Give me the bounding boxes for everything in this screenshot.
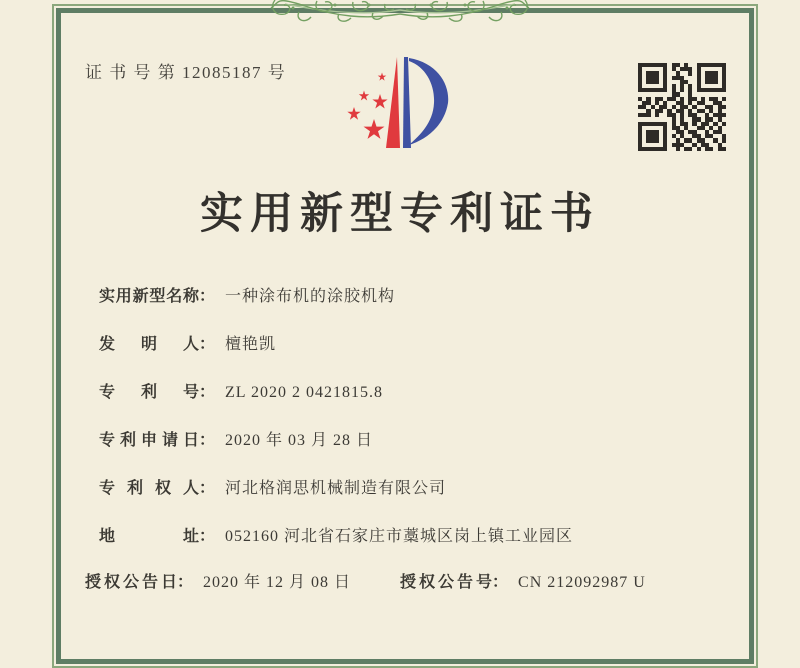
field-value: 一种涂布机的涂胶机构: [225, 288, 396, 305]
field-label: 授权公告号: [400, 574, 492, 591]
field-colon: ：: [199, 288, 216, 305]
logo-star: [359, 91, 369, 101]
field-colon: ：: [177, 574, 194, 591]
field-grant-date: [85, 569, 351, 592]
field-colon: ：: [199, 480, 216, 497]
field-colon: ：: [199, 384, 216, 401]
field-patentee: [99, 475, 446, 498]
logo-star: [372, 94, 387, 109]
field-value: 2020 年 12 月 08 日: [203, 574, 352, 591]
logo-red-wedge: [386, 57, 400, 148]
field-colon: ：: [199, 336, 216, 353]
field-label: 实用新型名称: [99, 288, 199, 305]
field-label: 专利权人: [99, 480, 199, 497]
logo-star: [347, 107, 360, 120]
field-value: 052160 河北省石家庄市藁城区岗上镇工业园区: [225, 528, 574, 545]
top-flourish-ornament: [265, 0, 535, 24]
logo-star-small: [378, 73, 387, 81]
field-value: 河北格润思机械制造有限公司: [225, 480, 447, 497]
field-inventor: [99, 331, 276, 354]
field-colon: ：: [199, 528, 216, 545]
logo-blue-bowl: [409, 58, 448, 145]
certificate-number: 证 书 号 第 12085187 号: [85, 63, 287, 82]
logo-star-large: [364, 119, 385, 139]
field-address: [99, 523, 573, 546]
logo-blue-bar: [403, 57, 411, 148]
field-utility-model-name: [99, 283, 395, 306]
field-colon: ：: [199, 432, 216, 449]
field-label: 地址: [99, 528, 199, 545]
field-grant-number: [400, 569, 646, 592]
field-value: CN 212092987 U: [518, 574, 646, 591]
field-label: 授权公告日: [85, 574, 177, 591]
qr-code: [638, 63, 726, 151]
field-label: 专利申请日: [99, 432, 199, 449]
field-value: 檀艳凯: [225, 336, 277, 353]
field-value: ZL 2020 2 0421815.8: [225, 384, 383, 401]
field-label: 发明人: [99, 336, 199, 353]
field-patent-number: [99, 379, 383, 402]
field-colon: ：: [492, 574, 509, 591]
field-filing-date: [99, 427, 373, 450]
field-label: 专利号: [99, 384, 199, 401]
field-value: 2020 年 03 月 28 日: [225, 432, 374, 449]
china-patent-office-logo-icon: [330, 45, 470, 175]
certificate-title: 实用新型专利证书: [200, 191, 600, 238]
